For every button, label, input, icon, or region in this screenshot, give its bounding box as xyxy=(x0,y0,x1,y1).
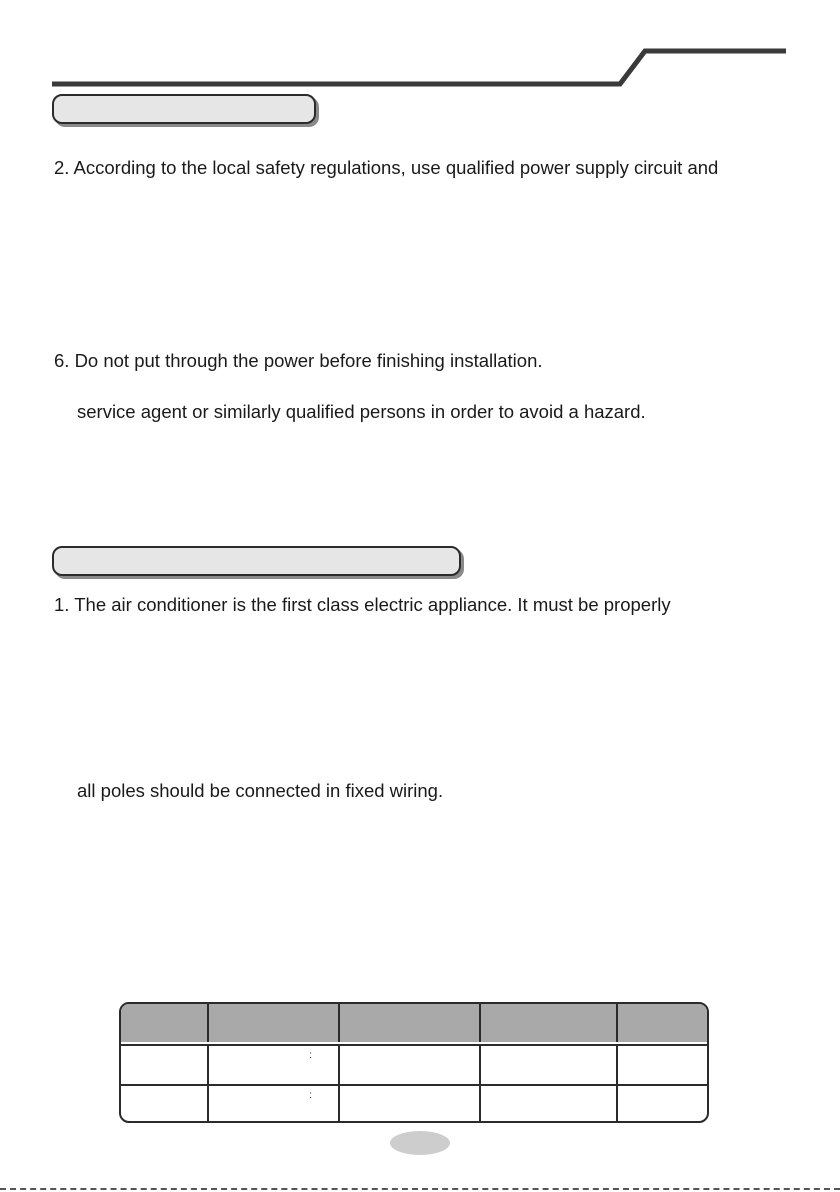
table-cell xyxy=(209,1046,340,1084)
table-cell xyxy=(618,1046,707,1084)
table-cell-colon: : xyxy=(309,1050,312,1061)
table-cell xyxy=(481,1086,618,1123)
table-cell xyxy=(121,1086,209,1123)
table-header-cell xyxy=(481,1004,618,1042)
table-cell xyxy=(340,1046,481,1084)
page-number-badge xyxy=(390,1131,450,1155)
grounding-paragraph-1: 1. The air conditioner is the first class electric appliance. It must be properly xyxy=(54,594,671,615)
paragraph-2: 2. According to the local safety regulations, use qualified power supply circuit and xyxy=(54,157,719,178)
table-cell xyxy=(121,1046,209,1084)
table-cell xyxy=(340,1086,481,1123)
table-row xyxy=(121,1044,707,1084)
section-tab-1 xyxy=(52,94,316,124)
table-row xyxy=(121,1084,707,1123)
table-cell xyxy=(209,1086,340,1123)
table-header-cell xyxy=(121,1004,209,1042)
table-cell-colon: : xyxy=(309,1090,312,1101)
table-cell xyxy=(618,1086,707,1123)
section-tab-2 xyxy=(52,546,461,576)
table-header-cell xyxy=(340,1004,481,1042)
spec-table xyxy=(119,1002,709,1123)
table-header-row xyxy=(121,1004,707,1042)
paragraph-6: 6. Do not put through the power before finishing installation. xyxy=(54,350,543,371)
table-header-cell xyxy=(209,1004,340,1042)
paragraph-service-agent: service agent or similarly qualified persons in order to avoid a hazard. xyxy=(77,401,646,422)
paragraph-fixed-wiring: all poles should be connected in fixed wiring. xyxy=(77,780,444,801)
table-header-cell xyxy=(618,1004,707,1042)
page-bottom-divider xyxy=(0,1188,840,1190)
header-rule xyxy=(0,0,840,100)
table-cell xyxy=(481,1046,618,1084)
